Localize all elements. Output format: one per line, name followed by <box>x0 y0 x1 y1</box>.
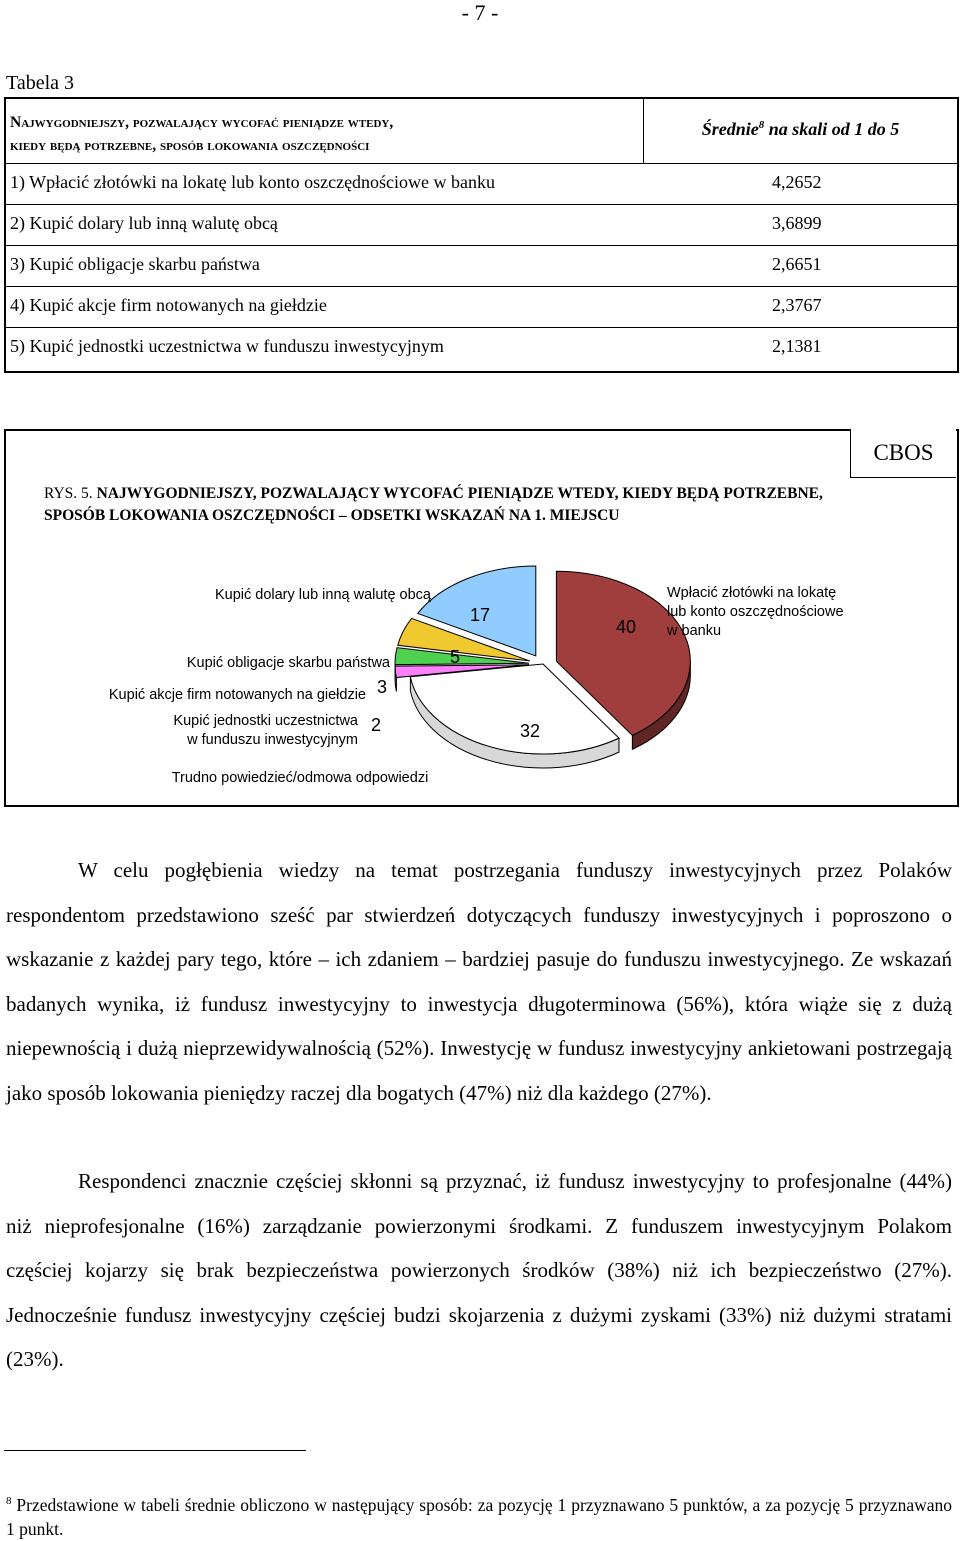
row-label: 1) Wpłacić złotówki na lokatę lub konto oszczędnościowe w banku <box>10 172 495 193</box>
row-label: 2) Kupić dolary lub inną walutę obcą <box>10 213 278 234</box>
table-header-title-line1: Najwygodniejszy, pozwalający wycofać pieniądze wtedy, <box>10 111 640 134</box>
table-row <box>6 328 957 368</box>
averages-table <box>4 97 959 373</box>
pie-category-label-stocks: Kupić akcje firm notowanych na giełdzie <box>109 687 366 703</box>
table-row <box>6 287 957 328</box>
table-row <box>6 205 957 246</box>
table-header-left <box>6 99 644 164</box>
pie-category-label-fund: w funduszu inwestycyjnym <box>186 732 358 748</box>
table-header-scale-label: Średnie <box>702 119 759 139</box>
page-number: - 7 - <box>0 0 960 26</box>
row-label: 5) Kupić jednostki uczestnictwa w funduszu inwestycyjnym <box>10 336 444 357</box>
table-row <box>6 164 957 205</box>
pie-category-label-bank: w banku <box>666 623 721 639</box>
footnote-ref-8: 8 <box>759 119 765 131</box>
pie-category-label-bank: lub konto oszczędnościowe <box>667 604 844 620</box>
paragraph-1: W celu pogłębienia wiedzy na temat postrzegania funduszy inwestycyjnych przez Polaków respondentom przedstawiono sześć par stwierdzeń dotyczących funduszy inwestycyjnych i poproszono o wskazanie z każdej pary tego, które – ich zdaniem – bardziej pasuje do funduszu inwestycyjnego. Ze wskazań badanych wynika, iż fundusz inwestycyjny to inwestycja długoterminowa (56%), która wiąże się z dużą niepewnością i dużą nieprzewidywalnością (52%). Inwestycję w fundusz inwestycyjny ankietowani postrzegają jako sposób lokowania pieniędzy raczej dla bogatych (47%) niż dla każdego (27%). <box>6 848 952 1115</box>
row-value: 4,2652 <box>772 172 822 193</box>
figure-label: RYS. 5. <box>44 485 93 502</box>
pie-chart <box>6 431 957 805</box>
chart-figure <box>4 429 959 807</box>
row-value: 2,1381 <box>772 336 822 357</box>
footnote <box>6 1489 952 1541</box>
table-header-title <box>10 111 640 157</box>
row-value: 2,3767 <box>772 295 822 316</box>
pie-category-label-bank: Wpłacić złotówki na lokatę <box>667 585 836 601</box>
pie-value-label: 32 <box>520 721 540 741</box>
footnote-text: Przedstawione w tabeli średnie obliczono w następujący sposób: za pozycję 1 przyznawano 5 punktów, a za pozycję 5 przyznawano 1 punkt. <box>6 1495 952 1539</box>
pie-value-label: 17 <box>470 605 490 625</box>
pie-category-label-bonds: Kupić obligacje skarbu państwa <box>187 655 391 671</box>
footnote-separator <box>4 1450 306 1451</box>
table-header-title-line2: kiedy będą potrzebne, sposób lokowania oszczędności <box>10 134 640 157</box>
table-header-scale <box>644 119 957 140</box>
table-caption: Tabela 3 <box>6 72 74 95</box>
pie-category-label-fund: Kupić jednostki uczestnictwa <box>173 713 358 729</box>
row-value: 2,6651 <box>772 254 822 275</box>
pie-value-label: 40 <box>616 617 636 637</box>
pie-value-label: 5 <box>450 647 460 667</box>
pie-category-label-dollars: Kupić dolary lub inną walutę obcą <box>215 587 432 603</box>
paragraph-2: Respondenci znacznie częściej skłonni są przyznać, iż fundusz inwestycyjny to profesjonalne (44%) niż nieprofesjonalne (16%) zarządzanie powierzonymi środkami. Z funduszem inwestycyjnym Polakom częściej kojarzy się brak bezpieczeństwa powierzonych środków (38%) niż ich bezpieczeństwo (27%). Jednocześnie fundusz inwestycyjny częściej budzi skojarzenia z dużymi zyskami (33%) niż dużymi stratami (23%). <box>6 1159 952 1382</box>
table-header-right <box>644 99 957 164</box>
pie-category-label-no-answer: Trudno powiedzieć/odmowa odpowiedzi <box>172 770 429 786</box>
chart-title-text: NAJWYGODNIEJSZY, POZWALAJĄCY WYCOFAĆ PIENIĄDZE WTEDY, KIEDY BĘDĄ POTRZEBNE, SPOSÓB LOKOWANIA OSZCZĘDNOŚCI – ODSETKI WSKAZAŃ NA 1. MIEJSCU <box>44 485 823 524</box>
pie-value-label: 2 <box>371 715 381 735</box>
pie-value-label: 3 <box>377 677 387 697</box>
row-value: 3,6899 <box>772 213 822 234</box>
footnote-marker: 8 <box>6 1495 12 1507</box>
source-tag: CBOS <box>850 429 956 478</box>
table-header-scale-range: na skali od 1 do 5 <box>764 119 899 139</box>
row-label: 4) Kupić akcje firm notowanych na giełdzie <box>10 295 327 316</box>
row-label: 3) Kupić obligacje skarbu państwa <box>10 254 260 275</box>
table-row <box>6 246 957 287</box>
